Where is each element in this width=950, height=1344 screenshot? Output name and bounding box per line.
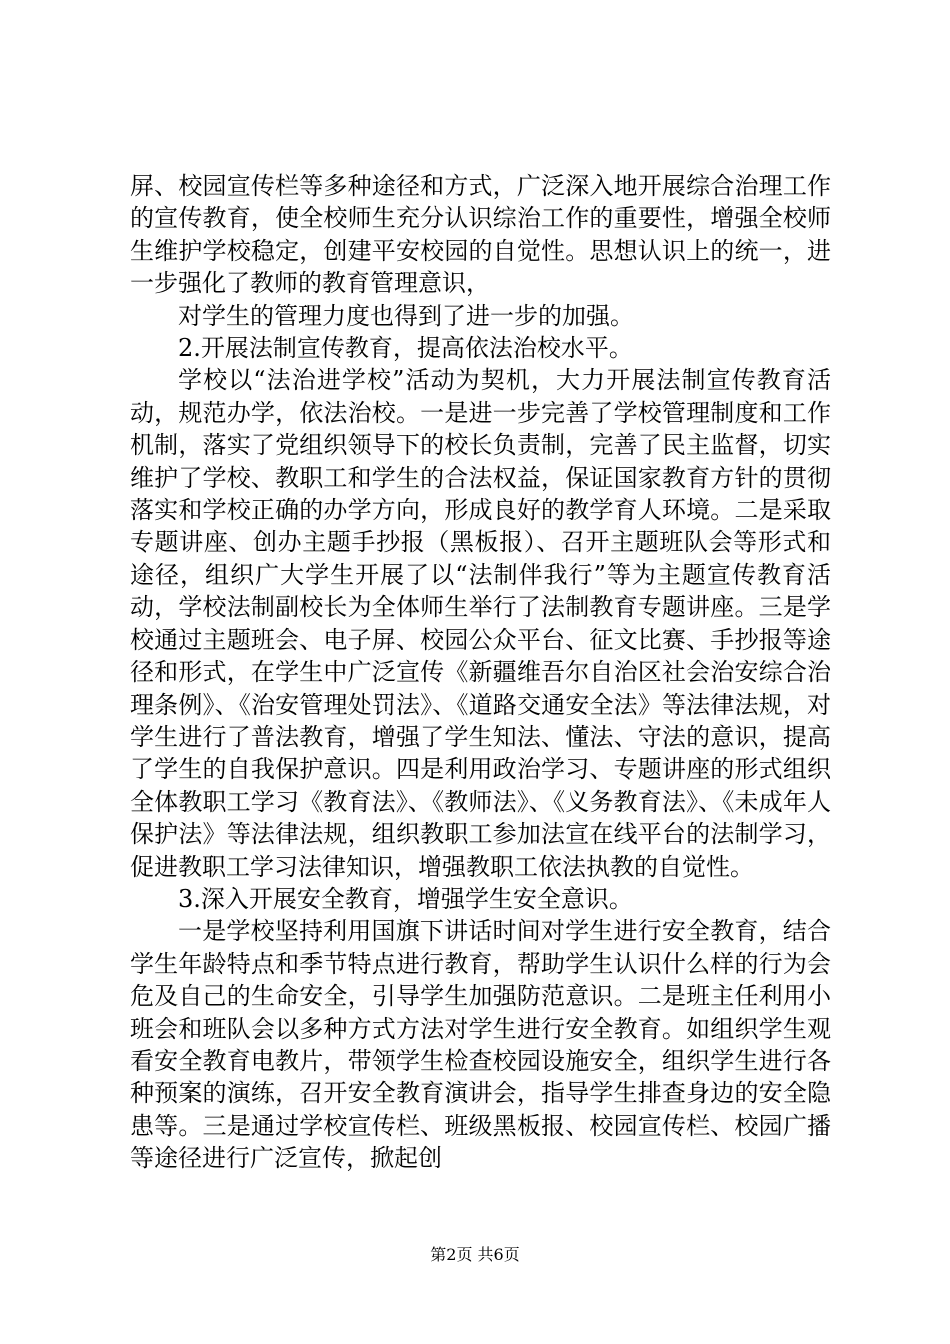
paragraph-legal-education: 学校以“法治进学校”活动为契机，大力开展法制宣传教育活动，规范办学，依法治校。一是进一步完善了学校管理制度和工作机制，落实了党组织领导下的校长负责制，完善了民主监督，切实维护了学校、教职工和学生的合法权益，保证国家教育方针的贯彻落实和学校正确的办学方向，形成良好的教学育人环境。二是采取专题讲座、创办主题手抄报（黑板报）、召开主题班队会等形式和途径，组织广大学生开展了以“法制伴我行”等为主题宣传教育活动，学校法制副校长为全体师生举行了法制教育专题讲座。三是学校通过主题班会、电子屏、校园公众平台、征文比赛、手抄报等途径和形式，在学生中广泛宣传《新疆维吾尔自治区社会治安综合治理条例》、《治安管理处罚法》、《道路交通安全法》等法律法规，对学生进行了普法教育，增强了学生知法、懂法、守法的意识，提高了学生的自我保护意识。四是利用政治学习、专题讲座的形式组织全体教职工学习《教育法》、《教师法》、《义务教育法》、《未成年人保护法》等法律法规，组织教职工参加法宣在线平台的法制学习，促进教职工学习法律知识，增强教职工依法执教的自觉性。 (130, 366, 831, 881)
paragraph-continuation: 屏、校园宣传栏等多种途径和方式，广泛深入地开展综合治理工作的宣传教育，使全校师生充分认识综治工作的重要性，增强全校师生维护学校稳定，创建平安校园的自觉性。思想认识上的统一，进一步强化了教师的教育管理意识， (130, 172, 831, 298)
paragraph-management: 对学生的管理力度也得到了进一步的加强。 (178, 301, 634, 330)
document-body (130, 170, 831, 1175)
section-heading-legal-education: 2.开展法制宣传教育，提高依法治校水平。 (178, 334, 633, 363)
section-heading-safety-education: 3.深入开展安全教育，增强学生安全意识。 (178, 884, 633, 913)
page-number-footer: 第2页 共6页 (430, 1245, 520, 1264)
paragraph-safety-education: 一是学校坚持利用国旗下讲话时间对学生进行安全教育，结合学生年龄特点和季节特点进行教育，帮助学生认识什么样的行为会危及自己的生命安全，引导学生加强防范意识。二是班主任利用小班会和班队会以多种方式方法对学生进行安全教育。如组织学生观看安全教育电教片，带领学生检查校园设施安全，组织学生进行各种预案的演练，召开安全教育演讲会，指导学生排查身边的安全隐患等。三是通过学校宣传栏、班级黑板报、校园宣传栏、校园广播等途径进行广泛宣传，掀起创 (130, 917, 831, 1173)
